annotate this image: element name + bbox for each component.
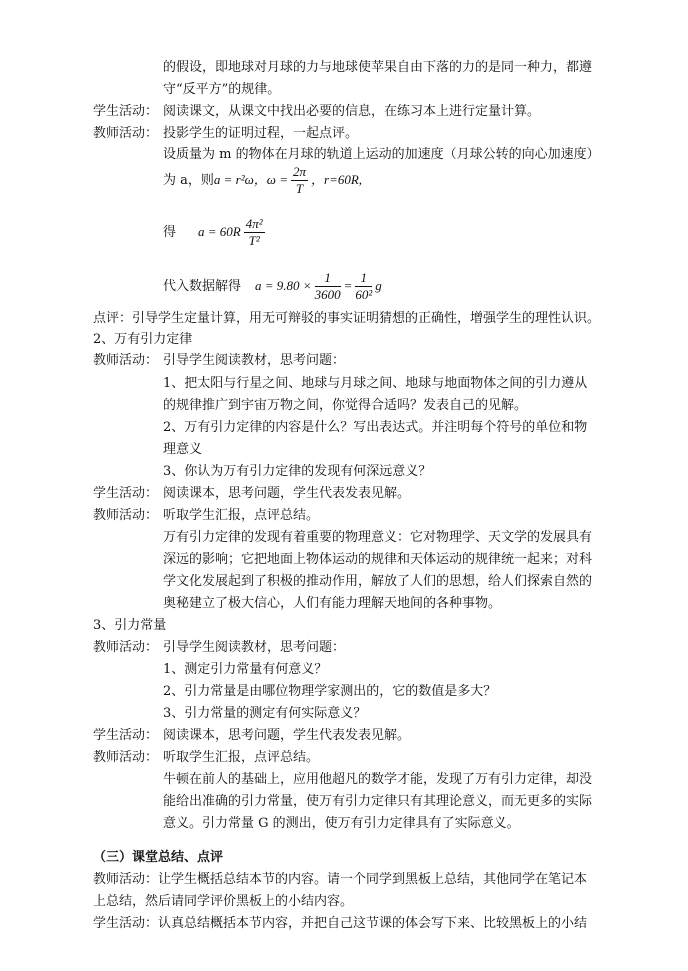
equation-expr: a = r²ω，ω = <box>213 172 288 187</box>
activity-text: 投影学生的证明过程，一起点评。 <box>163 126 359 141</box>
activity-label: 教师活动： <box>93 353 159 368</box>
paragraph-line: 点评：引导学生定量计算，用无可辩驳的事实证明猜想的正确性，增强学生的理性认识。 <box>93 311 601 326</box>
section-heading: 3、引力常量 <box>93 618 167 633</box>
question-line: 1、把太阳与行星之间、地球与月球之间、地球与地面物体之间的引力遵从 <box>163 376 588 391</box>
equation-2 <box>163 216 268 249</box>
activity-label: 教师活动： <box>93 126 159 141</box>
question-line: 2、万有引力定律的内容是什么？写出表达式。并注明每个符号的单位和物 <box>163 420 588 435</box>
equation-1 <box>163 164 362 197</box>
paragraph-line: 教师活动：让学生概括总结本节的内容。请一个同学到黑板上总结，其他同学在笔记本 <box>93 872 588 887</box>
paragraph-line: 的假设，即地球对月球的力与地球使苹果自由下落的力的是同一种力，都遵 <box>163 60 593 75</box>
fraction-numerator: 1 <box>355 270 372 287</box>
paragraph-line: 牛顿在前人的基础上，应用他超凡的数学才能，发现了万有引力定律，却没 <box>163 772 593 787</box>
equals-sign: = <box>343 278 353 293</box>
question-line: 1、测定引力常量有何意义？ <box>163 662 328 677</box>
section-heading: 2、万有引力定律 <box>93 332 193 347</box>
activity-text: 阅读课本，思考问题，学生代表发表见解。 <box>163 728 411 743</box>
fraction <box>355 270 372 303</box>
fraction <box>291 164 308 197</box>
activity-label: 教师活动： <box>93 508 159 523</box>
fraction-numerator: 4π² <box>245 216 263 231</box>
paragraph-line: 守“反平方”的规律。 <box>163 82 281 97</box>
activity-text: 阅读课本，思考问题，学生代表发表见解。 <box>163 486 411 501</box>
fraction-numerator: 2π <box>293 164 307 179</box>
activity-label: 学生活动： <box>93 104 159 119</box>
fraction-numerator: 1 <box>315 270 341 287</box>
fraction-denominator: T² <box>248 233 260 248</box>
question-line: 理意义 <box>163 442 203 457</box>
activity-text: 阅读课文，从课文中找出必要的信息，在练习本上进行定量计算。 <box>163 104 541 119</box>
paragraph-line: 能给出准确的引力常量，使万有引力定律只有其理论意义，而无更多的实际 <box>163 794 593 809</box>
equation-expr: a = 9.80 × <box>255 278 312 293</box>
paragraph-line: 设质量为 m 的物体在月球的轨道上运动的加速度（月球公转的向心加速度） <box>163 147 600 162</box>
activity-text: 引导学生阅读教材，思考问题： <box>163 640 346 655</box>
question-line: 2、引力常量是由哪位物理学家测出的，它的数值是多大？ <box>163 684 497 699</box>
equation-prefix: 代入数据解得 <box>163 279 242 294</box>
paragraph-line: 深远的影响；它把地面上物体运动的规律和天体运动的规律统一起来；对科 <box>163 552 593 567</box>
paragraph-line: 学生活动：认真总结概括本节内容，并把自己这节课的体会写下来、比较黑板上的小结 <box>93 916 588 931</box>
activity-label: 教师活动： <box>93 640 159 655</box>
paragraph-line: 上总结，然后请同学评价黑板上的小结内容。 <box>93 894 354 909</box>
paragraph-line: 意义。引力常量 G 的测出，使万有引力定律具有了实际意义。 <box>163 816 520 831</box>
fraction-denominator: 60² <box>355 287 373 302</box>
equation-g: g <box>375 278 382 293</box>
question-line: 的规律推广到宇宙万物之间，你觉得合适吗？发表自己的见解。 <box>163 398 528 413</box>
equation-prefix: 得 <box>163 225 177 240</box>
equation-prefix: 为 a，则 <box>163 173 214 188</box>
section-heading: （三）课堂总结、点评 <box>93 850 224 865</box>
fraction <box>315 270 341 303</box>
activity-text: 引导学生阅读教材，思考问题： <box>163 353 346 368</box>
equation-3 <box>163 270 382 303</box>
fraction-denominator: 3600 <box>314 287 341 302</box>
question-line: 3、你认为万有引力定律的发现有何深远意义？ <box>163 464 432 479</box>
equation-expr: a = 60R <box>198 224 241 239</box>
equation-suffix: ，r=60R, <box>311 172 363 187</box>
question-line: 3、引力常量的测定有何实际意义？ <box>163 706 367 721</box>
fraction-denominator: T <box>295 181 304 196</box>
fraction <box>244 216 265 249</box>
activity-label: 教师活动： <box>93 750 159 765</box>
paragraph-line: 万有引力定律的发现有着重要的物理意义：它对物理学、天文学的发展具有 <box>163 530 593 545</box>
paragraph-line: 学文化发展起到了积极的推动作用，解放了人们的思想，给人们探索自然的 <box>163 574 593 589</box>
activity-text: 听取学生汇报，点评总结。 <box>163 508 320 523</box>
activity-text: 听取学生汇报，点评总结。 <box>163 750 320 765</box>
activity-label: 学生活动： <box>93 728 159 743</box>
paragraph-line: 奥秘建立了极大信心，人们有能力理解天地间的各种事物。 <box>163 596 502 611</box>
activity-label: 学生活动： <box>93 486 159 501</box>
